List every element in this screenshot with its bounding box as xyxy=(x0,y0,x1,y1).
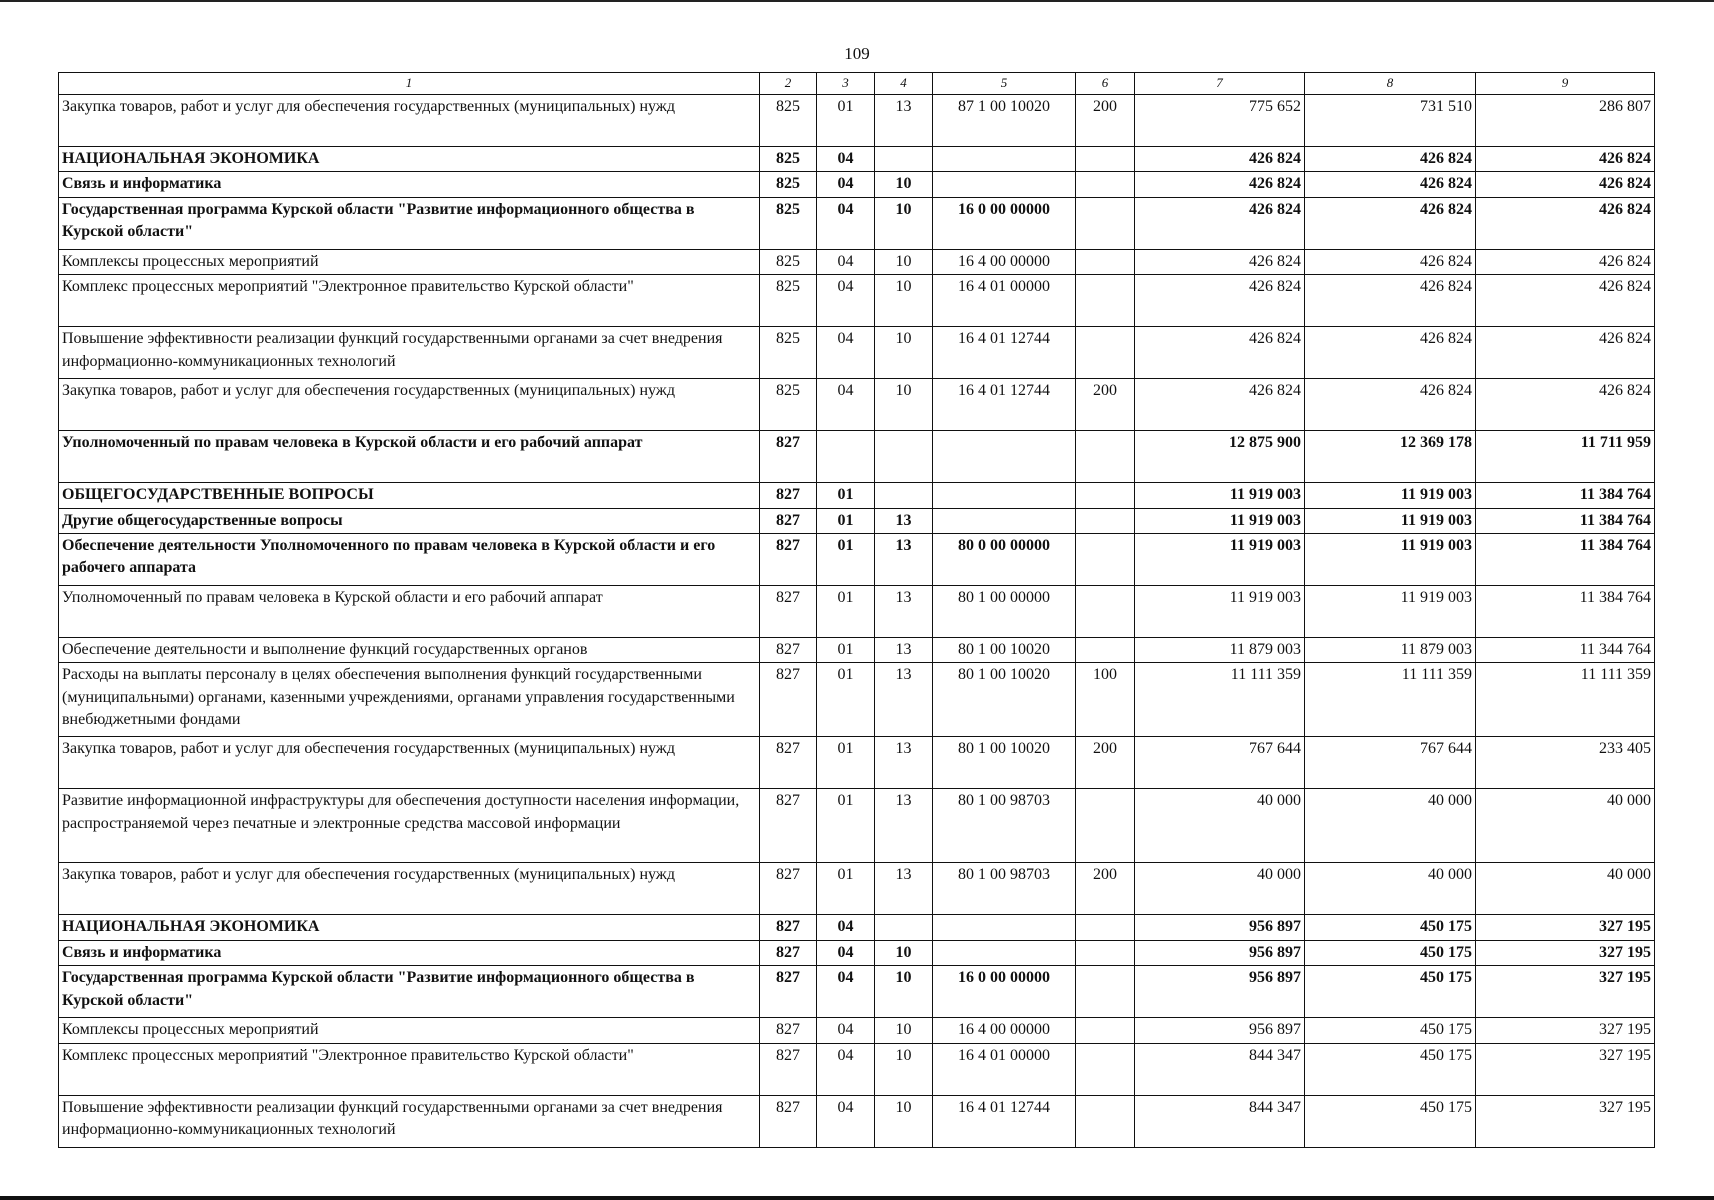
amount-year1-cell: 844 347 xyxy=(1135,1043,1305,1095)
subsection-code-cell xyxy=(875,147,933,172)
section-code-cell: 01 xyxy=(817,483,875,508)
table-row xyxy=(59,508,1655,533)
section-code-cell: 04 xyxy=(817,940,875,965)
subsection-code-cell: 13 xyxy=(875,533,933,585)
section-code-cell: 04 xyxy=(817,147,875,172)
table-row xyxy=(59,249,1655,274)
amount-year1-cell: 11 919 003 xyxy=(1135,508,1305,533)
subsection-code-cell: 13 xyxy=(875,737,933,789)
amount-year3-cell: 327 195 xyxy=(1476,940,1655,965)
table-row xyxy=(59,147,1655,172)
item-name-cell: Государственная программа Курской области "Развитие информационного общества в Курской области" xyxy=(59,966,760,1018)
amount-year1-cell: 956 897 xyxy=(1135,966,1305,1018)
amount-year2-cell: 426 824 xyxy=(1305,197,1476,249)
amount-year2-cell: 767 644 xyxy=(1305,737,1476,789)
ministry-code-cell: 827 xyxy=(760,533,817,585)
item-name-cell: Повышение эффективности реализации функций государственными органами за счет внедрения информационно-коммуникационных технологий xyxy=(59,1095,760,1147)
expense-type-cell xyxy=(1076,275,1135,327)
table-row xyxy=(59,197,1655,249)
table-row xyxy=(59,1018,1655,1043)
expense-type-cell xyxy=(1076,789,1135,863)
section-code-cell: 04 xyxy=(817,1043,875,1095)
ministry-code-cell: 827 xyxy=(760,431,817,483)
target-article-cell xyxy=(933,915,1076,940)
amount-year2-cell: 426 824 xyxy=(1305,147,1476,172)
ministry-code-cell: 825 xyxy=(760,197,817,249)
target-article-cell: 80 1 00 10020 xyxy=(933,637,1076,662)
item-name-cell: Закупка товаров, работ и услуг для обеспечения государственных (муниципальных) нужд xyxy=(59,379,760,431)
item-name-cell: Комплексы процессных мероприятий xyxy=(59,1018,760,1043)
subsection-code-cell: 10 xyxy=(875,966,933,1018)
item-name-cell: Обеспечение деятельности и выполнение функций государственных органов xyxy=(59,637,760,662)
item-name-cell: Комплексы процессных мероприятий xyxy=(59,249,760,274)
amount-year2-cell: 426 824 xyxy=(1305,327,1476,379)
expense-type-cell xyxy=(1076,483,1135,508)
table-row xyxy=(59,940,1655,965)
item-name-cell: Обеспечение деятельности Уполномоченного по правам человека в Курской области и его рабочего аппарата xyxy=(59,533,760,585)
amount-year1-cell: 767 644 xyxy=(1135,737,1305,789)
expense-type-cell xyxy=(1076,1018,1135,1043)
item-name-cell: Закупка товаров, работ и услуг для обеспечения государственных (муниципальных) нужд xyxy=(59,737,760,789)
amount-year1-cell: 426 824 xyxy=(1135,147,1305,172)
target-article-cell: 80 0 00 00000 xyxy=(933,533,1076,585)
subsection-code-cell: 13 xyxy=(875,789,933,863)
amount-year1-cell: 11 919 003 xyxy=(1135,483,1305,508)
ministry-code-cell: 827 xyxy=(760,483,817,508)
section-code-cell: 01 xyxy=(817,533,875,585)
amount-year1-cell: 775 652 xyxy=(1135,95,1305,147)
item-name-cell: Государственная программа Курской области "Развитие информационного общества в Курской области" xyxy=(59,197,760,249)
expense-type-cell xyxy=(1076,431,1135,483)
target-article-cell: 80 1 00 98703 xyxy=(933,789,1076,863)
column-number-row xyxy=(59,73,1655,95)
amount-year3-cell: 327 195 xyxy=(1476,966,1655,1018)
amount-year1-cell: 11 919 003 xyxy=(1135,533,1305,585)
expense-type-cell xyxy=(1076,915,1135,940)
subsection-code-cell: 10 xyxy=(875,1095,933,1147)
amount-year3-cell: 327 195 xyxy=(1476,1018,1655,1043)
subsection-code-cell: 13 xyxy=(875,508,933,533)
amount-year3-cell: 286 807 xyxy=(1476,95,1655,147)
table-row xyxy=(59,172,1655,197)
item-name-cell: Уполномоченный по правам человека в Курской области и его рабочий аппарат xyxy=(59,585,760,637)
ministry-code-cell: 825 xyxy=(760,95,817,147)
subsection-code-cell: 10 xyxy=(875,172,933,197)
table-row xyxy=(59,533,1655,585)
target-article-cell: 16 4 01 00000 xyxy=(933,275,1076,327)
table-row xyxy=(59,431,1655,483)
item-name-cell: Развитие информационной инфраструктуры для обеспечения доступности населения информации, распространяемой через печатные и электронные средства массовой информации xyxy=(59,789,760,863)
amount-year2-cell: 450 175 xyxy=(1305,1018,1476,1043)
table-row xyxy=(59,915,1655,940)
amount-year3-cell: 11 344 764 xyxy=(1476,637,1655,662)
target-article-cell: 16 4 00 00000 xyxy=(933,1018,1076,1043)
ministry-code-cell: 825 xyxy=(760,249,817,274)
section-code-cell: 01 xyxy=(817,95,875,147)
amount-year1-cell: 956 897 xyxy=(1135,915,1305,940)
section-code-cell: 04 xyxy=(817,1018,875,1043)
ministry-code-cell: 827 xyxy=(760,508,817,533)
subsection-code-cell: 10 xyxy=(875,327,933,379)
ministry-code-cell: 827 xyxy=(760,1018,817,1043)
ministry-code-cell: 827 xyxy=(760,1095,817,1147)
subsection-code-cell xyxy=(875,431,933,483)
table-row xyxy=(59,327,1655,379)
section-code-cell: 04 xyxy=(817,327,875,379)
amount-year3-cell: 11 384 764 xyxy=(1476,533,1655,585)
subsection-code-cell: 10 xyxy=(875,197,933,249)
target-article-cell xyxy=(933,172,1076,197)
amount-year2-cell: 450 175 xyxy=(1305,940,1476,965)
expense-type-cell xyxy=(1076,533,1135,585)
amount-year2-cell: 11 919 003 xyxy=(1305,533,1476,585)
amount-year3-cell: 11 384 764 xyxy=(1476,508,1655,533)
section-code-cell: 04 xyxy=(817,172,875,197)
table-row xyxy=(59,637,1655,662)
budget-table xyxy=(58,72,1655,1148)
table-row xyxy=(59,95,1655,147)
amount-year1-cell: 426 824 xyxy=(1135,379,1305,431)
amount-year3-cell: 426 824 xyxy=(1476,147,1655,172)
amount-year1-cell: 426 824 xyxy=(1135,249,1305,274)
amount-year2-cell: 11 919 003 xyxy=(1305,483,1476,508)
ministry-code-cell: 827 xyxy=(760,663,817,737)
table-row xyxy=(59,379,1655,431)
amount-year3-cell: 426 824 xyxy=(1476,172,1655,197)
amount-year3-cell: 426 824 xyxy=(1476,197,1655,249)
section-code-cell: 01 xyxy=(817,585,875,637)
item-name-cell: Расходы на выплаты персоналу в целях обеспечения выполнения функций государственными (муниципальными) органами, казенными учреждениями, органами управления государственными внебюджетными фондами xyxy=(59,663,760,737)
target-article-cell xyxy=(933,940,1076,965)
section-code-cell: 04 xyxy=(817,915,875,940)
column-header: 2 xyxy=(760,73,817,95)
target-article-cell: 16 4 01 12744 xyxy=(933,379,1076,431)
expense-type-cell xyxy=(1076,508,1135,533)
table-row xyxy=(59,1095,1655,1147)
subsection-code-cell xyxy=(875,915,933,940)
amount-year1-cell: 40 000 xyxy=(1135,863,1305,915)
subsection-code-cell: 13 xyxy=(875,863,933,915)
target-article-cell: 80 1 00 98703 xyxy=(933,863,1076,915)
target-article-cell: 16 4 01 12744 xyxy=(933,1095,1076,1147)
page-top-border xyxy=(0,0,1714,2)
amount-year1-cell: 956 897 xyxy=(1135,1018,1305,1043)
amount-year2-cell: 450 175 xyxy=(1305,966,1476,1018)
subsection-code-cell: 10 xyxy=(875,379,933,431)
ministry-code-cell: 827 xyxy=(760,940,817,965)
subsection-code-cell xyxy=(875,483,933,508)
amount-year1-cell: 426 824 xyxy=(1135,327,1305,379)
amount-year2-cell: 450 175 xyxy=(1305,1095,1476,1147)
expense-type-cell: 200 xyxy=(1076,863,1135,915)
item-name-cell: НАЦИОНАЛЬНАЯ ЭКОНОМИКА xyxy=(59,147,760,172)
amount-year3-cell: 11 111 359 xyxy=(1476,663,1655,737)
ministry-code-cell: 825 xyxy=(760,327,817,379)
amount-year2-cell: 731 510 xyxy=(1305,95,1476,147)
item-name-cell: Комплекс процессных мероприятий "Электронное правительство Курской области" xyxy=(59,275,760,327)
section-code-cell: 04 xyxy=(817,197,875,249)
ministry-code-cell: 825 xyxy=(760,275,817,327)
ministry-code-cell: 827 xyxy=(760,966,817,1018)
amount-year2-cell: 11 111 359 xyxy=(1305,663,1476,737)
amount-year3-cell: 11 384 764 xyxy=(1476,483,1655,508)
expense-type-cell xyxy=(1076,940,1135,965)
target-article-cell xyxy=(933,147,1076,172)
column-header: 4 xyxy=(875,73,933,95)
page-bottom-border xyxy=(0,1196,1714,1200)
subsection-code-cell: 10 xyxy=(875,249,933,274)
section-code-cell xyxy=(817,431,875,483)
expense-type-cell xyxy=(1076,1043,1135,1095)
subsection-code-cell: 13 xyxy=(875,585,933,637)
item-name-cell: Закупка товаров, работ и услуг для обеспечения государственных (муниципальных) нужд xyxy=(59,863,760,915)
amount-year2-cell: 12 369 178 xyxy=(1305,431,1476,483)
table-row xyxy=(59,585,1655,637)
amount-year3-cell: 426 824 xyxy=(1476,327,1655,379)
column-header: 9 xyxy=(1476,73,1655,95)
expense-type-cell xyxy=(1076,249,1135,274)
subsection-code-cell: 13 xyxy=(875,637,933,662)
item-name-cell: Связь и информатика xyxy=(59,940,760,965)
ministry-code-cell: 825 xyxy=(760,379,817,431)
amount-year2-cell: 40 000 xyxy=(1305,789,1476,863)
expense-type-cell: 200 xyxy=(1076,737,1135,789)
item-name-cell: Повышение эффективности реализации функций государственными органами за счет внедрения информационно-коммуникационных технологий xyxy=(59,327,760,379)
column-header: 1 xyxy=(59,73,760,95)
item-name-cell: Другие общегосударственные вопросы xyxy=(59,508,760,533)
amount-year1-cell: 40 000 xyxy=(1135,789,1305,863)
subsection-code-cell: 13 xyxy=(875,663,933,737)
target-article-cell: 80 1 00 10020 xyxy=(933,663,1076,737)
target-article-cell: 80 1 00 00000 xyxy=(933,585,1076,637)
section-code-cell: 04 xyxy=(817,275,875,327)
subsection-code-cell: 13 xyxy=(875,95,933,147)
amount-year2-cell: 11 919 003 xyxy=(1305,508,1476,533)
section-code-cell: 04 xyxy=(817,1095,875,1147)
amount-year3-cell: 11 711 959 xyxy=(1476,431,1655,483)
column-header: 5 xyxy=(933,73,1076,95)
amount-year3-cell: 327 195 xyxy=(1476,1095,1655,1147)
amount-year2-cell: 426 824 xyxy=(1305,249,1476,274)
amount-year3-cell: 40 000 xyxy=(1476,863,1655,915)
section-code-cell: 04 xyxy=(817,379,875,431)
target-article-cell: 80 1 00 10020 xyxy=(933,737,1076,789)
section-code-cell: 01 xyxy=(817,789,875,863)
section-code-cell: 01 xyxy=(817,508,875,533)
target-article-cell xyxy=(933,431,1076,483)
amount-year2-cell: 11 919 003 xyxy=(1305,585,1476,637)
amount-year3-cell: 233 405 xyxy=(1476,737,1655,789)
amount-year2-cell: 426 824 xyxy=(1305,379,1476,431)
target-article-cell: 16 4 00 00000 xyxy=(933,249,1076,274)
section-code-cell: 01 xyxy=(817,863,875,915)
amount-year3-cell: 40 000 xyxy=(1476,789,1655,863)
amount-year1-cell: 426 824 xyxy=(1135,197,1305,249)
page-number: 109 xyxy=(844,44,870,63)
subsection-code-cell: 10 xyxy=(875,940,933,965)
subsection-code-cell: 10 xyxy=(875,1043,933,1095)
section-code-cell: 04 xyxy=(817,966,875,1018)
amount-year2-cell: 11 879 003 xyxy=(1305,637,1476,662)
expense-type-cell xyxy=(1076,1095,1135,1147)
column-header: 3 xyxy=(817,73,875,95)
table-body xyxy=(59,95,1655,1148)
section-code-cell: 01 xyxy=(817,737,875,789)
expense-type-cell: 100 xyxy=(1076,663,1135,737)
ministry-code-cell: 825 xyxy=(760,147,817,172)
ministry-code-cell: 827 xyxy=(760,915,817,940)
column-header: 6 xyxy=(1076,73,1135,95)
expense-type-cell xyxy=(1076,966,1135,1018)
ministry-code-cell: 827 xyxy=(760,585,817,637)
expense-type-cell xyxy=(1076,172,1135,197)
amount-year3-cell: 11 384 764 xyxy=(1476,585,1655,637)
target-article-cell: 16 0 00 00000 xyxy=(933,966,1076,1018)
section-code-cell: 01 xyxy=(817,663,875,737)
amount-year1-cell: 11 919 003 xyxy=(1135,585,1305,637)
table-row xyxy=(59,275,1655,327)
amount-year2-cell: 40 000 xyxy=(1305,863,1476,915)
section-code-cell: 01 xyxy=(817,637,875,662)
expense-type-cell xyxy=(1076,197,1135,249)
table-row xyxy=(59,863,1655,915)
ministry-code-cell: 827 xyxy=(760,863,817,915)
item-name-cell: Связь и информатика xyxy=(59,172,760,197)
amount-year2-cell: 426 824 xyxy=(1305,172,1476,197)
expense-type-cell xyxy=(1076,637,1135,662)
column-header: 7 xyxy=(1135,73,1305,95)
amount-year1-cell: 956 897 xyxy=(1135,940,1305,965)
table-row xyxy=(59,483,1655,508)
target-article-cell: 16 4 01 12744 xyxy=(933,327,1076,379)
item-name-cell: Закупка товаров, работ и услуг для обеспечения государственных (муниципальных) нужд xyxy=(59,95,760,147)
item-name-cell: Уполномоченный по правам человека в Курской области и его рабочий аппарат xyxy=(59,431,760,483)
expense-type-cell: 200 xyxy=(1076,379,1135,431)
column-header: 8 xyxy=(1305,73,1476,95)
subsection-code-cell: 10 xyxy=(875,275,933,327)
table-row xyxy=(59,737,1655,789)
ministry-code-cell: 825 xyxy=(760,172,817,197)
ministry-code-cell: 827 xyxy=(760,789,817,863)
item-name-cell: Комплекс процессных мероприятий "Электронное правительство Курской области" xyxy=(59,1043,760,1095)
target-article-cell: 16 0 00 00000 xyxy=(933,197,1076,249)
expense-type-cell xyxy=(1076,147,1135,172)
item-name-cell: НАЦИОНАЛЬНАЯ ЭКОНОМИКА xyxy=(59,915,760,940)
amount-year1-cell: 11 879 003 xyxy=(1135,637,1305,662)
table-row xyxy=(59,966,1655,1018)
target-article-cell xyxy=(933,483,1076,508)
amount-year1-cell: 426 824 xyxy=(1135,275,1305,327)
section-code-cell: 04 xyxy=(817,249,875,274)
expense-type-cell: 200 xyxy=(1076,95,1135,147)
amount-year3-cell: 327 195 xyxy=(1476,915,1655,940)
item-name-cell: ОБЩЕГОСУДАРСТВЕННЫЕ ВОПРОСЫ xyxy=(59,483,760,508)
amount-year3-cell: 426 824 xyxy=(1476,249,1655,274)
amount-year3-cell: 426 824 xyxy=(1476,275,1655,327)
amount-year1-cell: 11 111 359 xyxy=(1135,663,1305,737)
amount-year3-cell: 426 824 xyxy=(1476,379,1655,431)
amount-year1-cell: 426 824 xyxy=(1135,172,1305,197)
ministry-code-cell: 827 xyxy=(760,737,817,789)
table-row xyxy=(59,789,1655,863)
amount-year3-cell: 327 195 xyxy=(1476,1043,1655,1095)
ministry-code-cell: 827 xyxy=(760,637,817,662)
amount-year2-cell: 450 175 xyxy=(1305,1043,1476,1095)
amount-year1-cell: 844 347 xyxy=(1135,1095,1305,1147)
amount-year2-cell: 426 824 xyxy=(1305,275,1476,327)
expense-type-cell xyxy=(1076,327,1135,379)
ministry-code-cell: 827 xyxy=(760,1043,817,1095)
expense-type-cell xyxy=(1076,585,1135,637)
table-row xyxy=(59,1043,1655,1095)
target-article-cell: 87 1 00 10020 xyxy=(933,95,1076,147)
subsection-code-cell: 10 xyxy=(875,1018,933,1043)
amount-year1-cell: 12 875 900 xyxy=(1135,431,1305,483)
table-row xyxy=(59,663,1655,737)
target-article-cell xyxy=(933,508,1076,533)
target-article-cell: 16 4 01 00000 xyxy=(933,1043,1076,1095)
amount-year2-cell: 450 175 xyxy=(1305,915,1476,940)
